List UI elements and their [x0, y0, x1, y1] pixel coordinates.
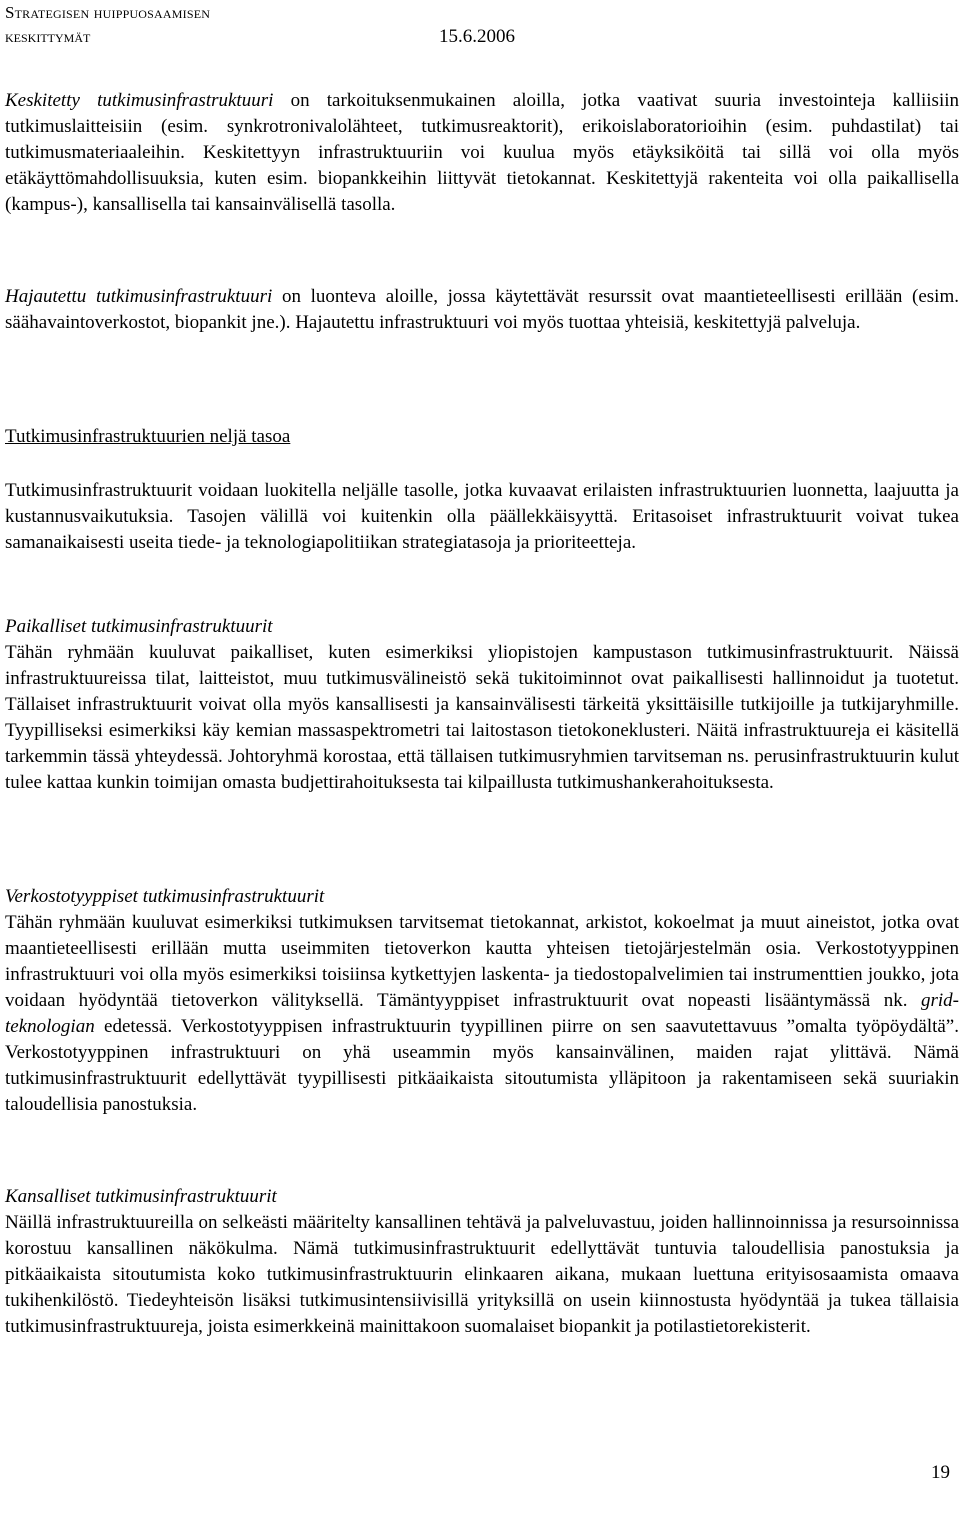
heading-network: Verkostotyyppiset tutkimusinfrastruktuurit	[5, 886, 325, 907]
heading-national: Kansalliset tutkimusinfrastruktuurit	[5, 1186, 277, 1207]
paragraph-four-levels	[5, 478, 959, 556]
text-network-b: edetessä. Verkostotyyppisen infrastruktuurin tyypillinen piirre on sen saavutettavuus ”omalta työpöydältä”. Verkostotyyppinen infrastruktuuri on yhä useammin myös kansainvälinen, maiden rajat ylittävä. Nämä tutkimusinfrastruktuurit edellyttävät tyypillisesti pitkäaikaista sitoutumista ylläpitoon ja rakentamiseen sekä suuriakin taloudellisia panostuksia.	[5, 1016, 959, 1115]
text-centralized: on tarkoituksenmukainen aloilla, jotka vaativat suuria investointeja kalliisiin tutkimuslaitteisiin (esim. synkrotronivalolähteet, tutkimusreaktorit), erikoislaboratorioihin (esim. puhdastilat) tai tutkimusmateriaaleihin. Keskitettyyn infrastruktuuriin voi kuulua myös etäyksiköitä tai sillä voi olla myös etäkäyttömahdollisuuksia, kuten esim. biopankkeihin liittyvät tietokannat. Keskitettyjä rakenteita voi olla paikallisella (kampus-), kansallisella tai kansainvälisellä tasolla.	[5, 90, 960, 215]
text-four-levels: Tutkimusinfrastruktuurit voidaan luokitella neljälle tasolle, jotka kuvaavat erilaisten infrastruktuurien luonnetta, laajuutta ja kustannusvaikutuksia. Tasojen välillä voi kuitenkin olla päällekkäisyyttä. Eritasoiset infrastruktuurit voivat tukea samanaikaisesti useita tiede- ja teknologiapolitiikan strategiatasoja ja prioriteetteja.	[5, 480, 959, 553]
page-header	[5, 2, 565, 52]
header-title-line1: Strategisen huippuosaamisen	[5, 3, 211, 22]
heading-local: Paikalliset tutkimusinfrastruktuurit	[5, 616, 273, 637]
text-distributed: on luonteva aloille, jossa käytettävät resurssit ovat maantieteellisesti erillään (esim. säähavaintoverkostot, biopankit jne.). Hajautettu infrastruktuuri voi myös tuottaa yhteisiä, keskitettyjä palveluja.	[5, 286, 959, 333]
term-distributed: Hajautettu tutkimusinfrastruktuuri	[5, 286, 273, 307]
header-title-line2: keskittymät	[5, 27, 91, 46]
header-date: 15.6.2006	[439, 26, 515, 47]
text-local: Tähän ryhmään kuuluvat paikalliset, kuten esimerkiksi yliopistojen kampustason tutkimusinfrastruktuurit. Näissä infrastruktuureissa tilat, laitteistot, muu tutkimusvälineistö sekä tukitoiminnot ovat paikallisesti hallinnoidut ja tuotetut. Tällaiset infrastruktuurit voivat olla myös kansallisesti ja kansainvälisesti tärkeitä yksittäisille tutkijoille ja tutkijaryhmille. Tyypilliseksi esimerkiksi käy kemian massaspektrometri tai laitostason tietokoneklusteri. Näitä infrastruktuureja ei käsitellä tarkemmin tässä yhteydessä. Johtoryhmä korostaa, että tällaisen tutkimusryhmien tarvitseman ns. perusinfrastruktuurin kulut tulee kattaa kunkin toimijan omasta budjettirahoituksesta tai kilpaillusta tutkimushankerahoituksesta.	[5, 642, 959, 793]
header-line2	[5, 26, 565, 52]
term-centralized: Keskitetty tutkimusinfrastruktuuri	[5, 90, 274, 111]
section-national	[5, 1184, 959, 1340]
section-heading-text: Tutkimusinfrastruktuurien neljä tasoa	[5, 426, 291, 447]
paragraph-centralized	[5, 88, 959, 218]
section-heading	[5, 424, 959, 450]
section-network	[5, 884, 959, 1118]
paragraph-distributed	[5, 284, 959, 336]
page-number: 19	[931, 1462, 950, 1483]
text-network-a: Tähän ryhmään kuuluvat esimerkiksi tutkimuksen tarvitsemat tietokannat, arkistot, kokoelmat ja muut aineistot, jotka ovat maantieteellisesti erillään mutta useimmiten tietoverkon kautta yhteisen tietojärjestelmän osia. Verkostotyyppinen infrastruktuuri voi olla myös esimerkiksi toisiinsa kytkettyjen laskenta- ja tiedostopalvelimien tai instrumenttien joukko, jota voidaan hyödyntää tietoverkon välityksellä. Tämäntyyppiset infrastruktuurit ovat nopeasti lisääntymässä nk.	[5, 912, 959, 1011]
term-grid: grid-teknologian	[5, 990, 959, 1037]
section-local	[5, 614, 959, 796]
text-national: Näillä infrastruktuureilla on selkeästi määritelty kansallinen tehtävä ja palveluvastuu, joiden hallinnoinnissa ja resursoinnissa korostuu kansallinen näkökulma. Nämä tutkimusinfrastruktuurit edellyttävät tuntuvia taloudellisia panostuksia ja pitkäaikaista sitoutumista koko tutkimusinfrastruktuurin elinkaaren aikana, mukaan luettuna erityisosaamista omaava tukihenkilöstö. Tiedeyhteisön lisäksi tutkimusintensiivisillä yrityksillä on usein kiinnostusta hyödyntää ja tukea tällaisia tutkimusinfrastruktuureja, joista esimerkkeinä mainittakoon suomalaiset biopankit ja potilastietorekisterit.	[5, 1212, 959, 1337]
